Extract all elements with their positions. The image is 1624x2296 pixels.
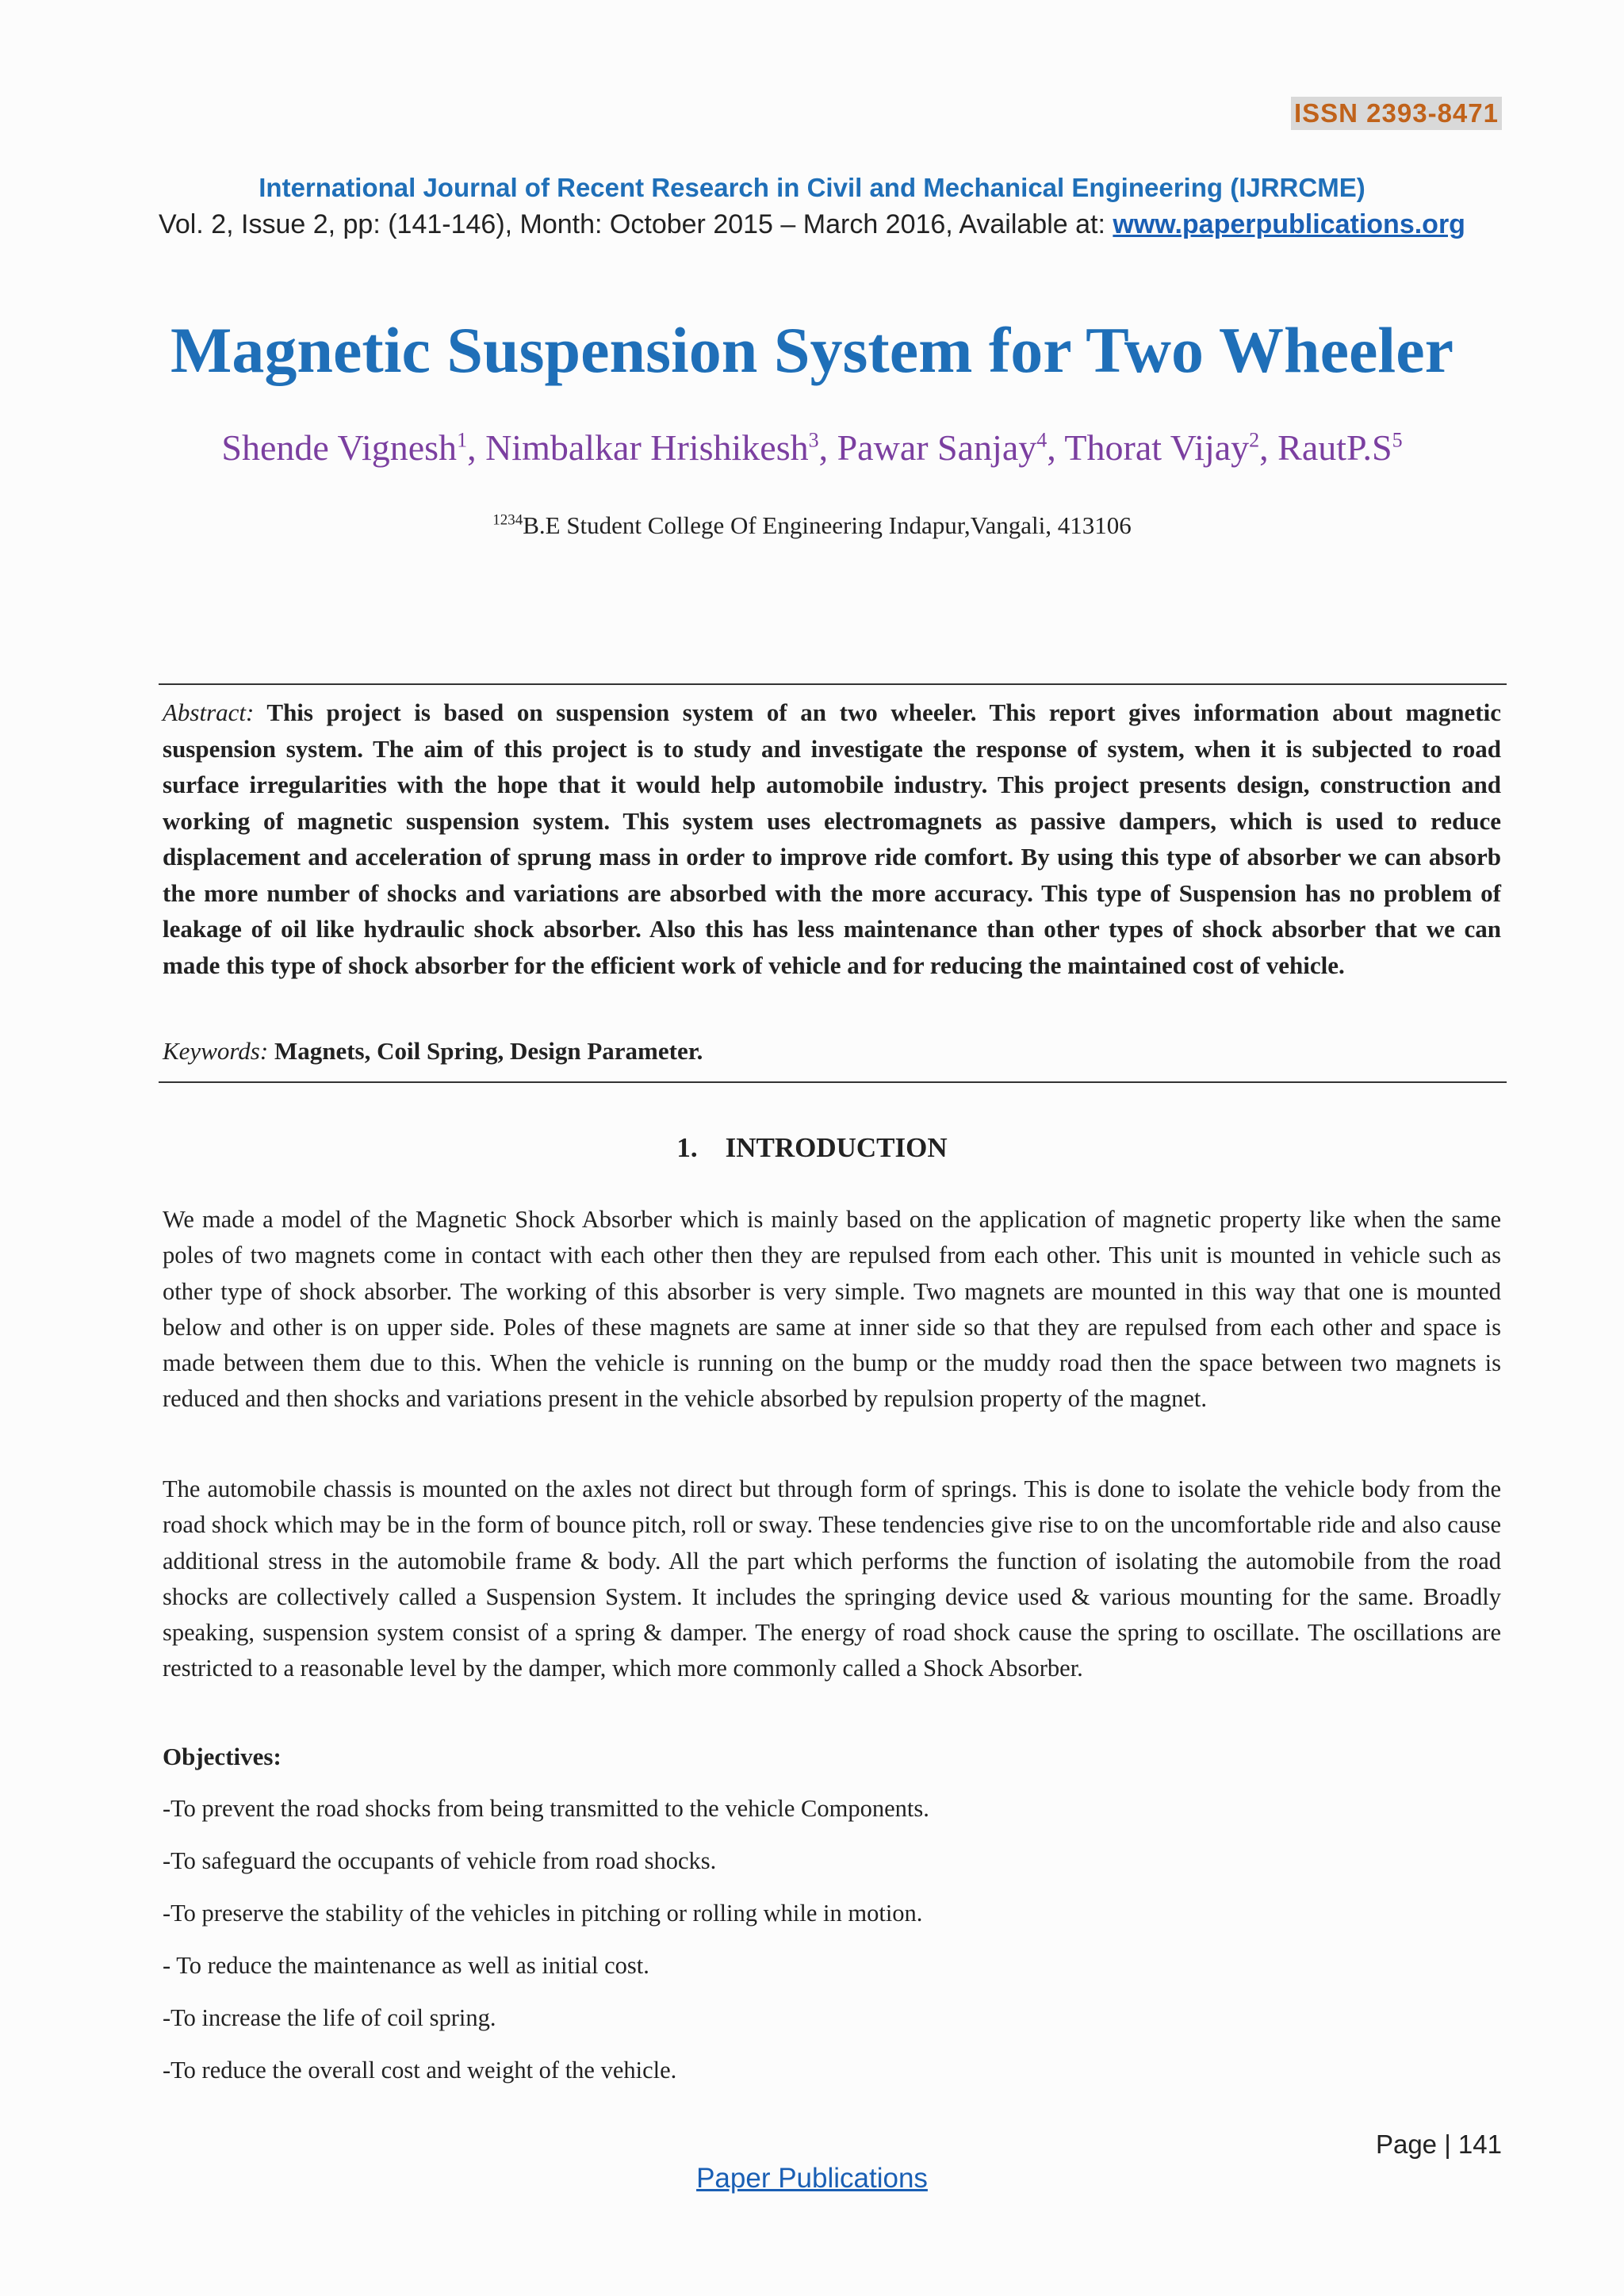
author-affil-number: 1 xyxy=(457,428,468,452)
author-name: RautP.S xyxy=(1277,427,1392,468)
objective-item: - To reduce the maintenance as well as initial cost. xyxy=(163,1952,649,1979)
author-affil-number: 4 xyxy=(1036,428,1048,452)
journal-name: International Journal of Recent Research in Civil and Mechanical Engineering (IJRRCME) xyxy=(259,173,1365,202)
affiliation-numbers: 1234 xyxy=(492,511,523,529)
section-heading xyxy=(0,1132,1624,1164)
author-name: Pawar Sanjay xyxy=(837,427,1037,468)
publisher-link[interactable]: Paper Publications xyxy=(696,2163,928,2194)
paper-title: Magnetic Suspension System for Two Wheeler xyxy=(170,314,1454,386)
publisher-footer xyxy=(0,2163,1624,2195)
objective-item: -To prevent the road shocks from being transmitted to the vehicle Components. xyxy=(163,1795,929,1822)
volume-line xyxy=(0,209,1624,240)
affiliation xyxy=(0,511,1624,540)
author-list: Shende Vignesh$^1$, Nimbalkar Hrishikesh$^3$, Pawar Sanjay$^4$, Thorat Vijay$^2$, $RautP.S^5$ xyxy=(221,427,1403,468)
objective-item: -To safeguard the occupants of vehicle from road shocks. xyxy=(163,1847,717,1874)
keywords-text: Magnets, Coil Spring, Design Parameter. xyxy=(274,1037,703,1065)
section-title: INTRODUCTION xyxy=(725,1132,948,1163)
objective-item: -To preserve the stability of the vehicles in pitching or rolling while in motion. xyxy=(163,1900,923,1927)
keywords-label: Keywords: xyxy=(163,1037,269,1065)
keywords xyxy=(163,1037,1501,1066)
author-name: Thorat Vijay xyxy=(1064,427,1250,468)
author-affil-number: 2 xyxy=(1249,428,1260,452)
volume-text: Vol. 2, Issue 2, pp: (141-146), Month: October 2015 – March 2016, Available at: xyxy=(159,209,1113,239)
abstract-bottom-rule xyxy=(159,1081,1507,1083)
page-number: Page | 141 xyxy=(1375,2130,1502,2159)
author-affil-number: 3 xyxy=(808,428,819,452)
affiliation-text: B.E Student College Of Engineering Indapur,Vangali, 413106 xyxy=(523,511,1132,539)
intro-paragraph-2: The automobile chassis is mounted on the axles not direct but through form of springs. This is done to isolate the vehicle body from the road shock which may be in the form of bounce pitch, roll or sway. These tendencies give rise to on the uncomfortable ride and also cause additional stress in the automobile frame & body. All the part which performs the function of isolating the automobile from the road shocks are collectively called a Suspension System. It includes the springing device used & various mounting for the same. Broadly speaking, suspension system consist of a spring & damper. The energy of road shock cause the spring to oscillate. The oscillations are restricted to a reasonable level by the damper, which more commonly called a Shock Absorber. xyxy=(163,1475,1501,1682)
abstract-text: This project is based on suspension system of an two wheeler. This report gives information about magnetic suspension system. The aim of this project is to study and investigate the response of system, when it is subjected to road surface irregularities with the hope that it would help automobile industry. This project presents design, construction and working of magnetic suspension system. This system uses electromagnets as passive dampers, which is used to reduce displacement and acceleration of sprung mass in order to improve ride comfort. By using this type of absorber we can absorb the more number of shocks and variations are absorbed with the more accuracy. This type of Suspension has no problem of leakage of oil like hydraulic shock absorber. Also this has less maintenance than other types of shock absorber that we can made this type of shock absorber for the efficient work of vehicle and for reducing the maintained cost of vehicle. xyxy=(163,698,1501,979)
author-affil-number: 5 xyxy=(1392,428,1403,452)
author-name: Nimbalkar Hrishikesh xyxy=(485,427,809,468)
abstract-label: Abstract: xyxy=(163,698,255,726)
section-number: 1. xyxy=(676,1132,698,1163)
abstract-top-rule xyxy=(159,683,1507,685)
intro-paragraph-1: We made a model of the Magnetic Shock Absorber which is mainly based on the application of magnetic property like when the same poles of two magnets come in contact with each other then they are repulsed from each other. This unit is mounted in vehicle such as other type of shock absorber. The working of this absorber is very simple. Two magnets are mounted in this way that one is mounted below and other is on upper side. Poles of these magnets are same at inner side so that they are repulsed from each other and space is made between them due to this. When the vehicle is running on the bump or the muddy road then the space between two magnets is reduced and then shocks and variations present in the vehicle absorbed by repulsion property of the magnet. xyxy=(163,1206,1501,1413)
author-name: Shende Vignesh xyxy=(221,427,458,468)
objective-item: -To increase the life of coil spring. xyxy=(163,2004,496,2031)
objective-item: -To reduce the overall cost and weight of the vehicle. xyxy=(163,2057,677,2084)
journal-website-link[interactable]: www.paperpublications.org xyxy=(1113,209,1465,239)
abstract xyxy=(163,695,1501,983)
issn-badge: ISSN 2393-8471 xyxy=(1291,97,1502,130)
objectives-heading: Objectives: xyxy=(163,1743,282,1770)
